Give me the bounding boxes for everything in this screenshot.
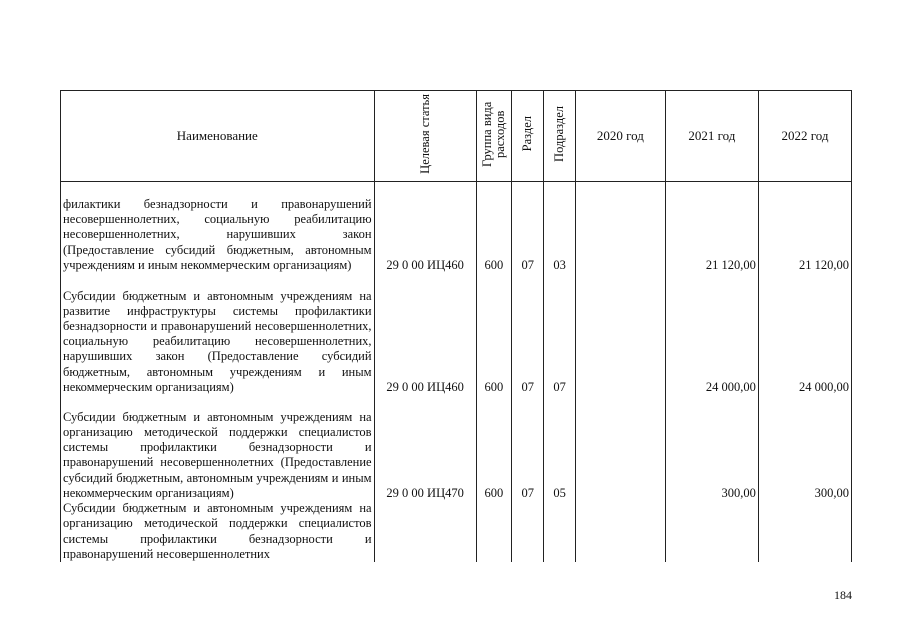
row-section: 07 xyxy=(512,273,544,395)
row-article: 29 0 00 ИЦ460 xyxy=(374,273,476,395)
row-amount-2020 xyxy=(575,273,665,395)
row-section: 07 xyxy=(512,182,544,274)
row-amount-2020 xyxy=(575,395,665,501)
header-subsection-label: Подраздел xyxy=(552,106,567,162)
row-article: 29 0 00 ИЦ460 xyxy=(374,182,476,274)
row-group: 600 xyxy=(476,273,511,395)
row-name: филактики безнадзорности и правонарушений несовершеннолетних, социальную реабилитацию несовершеннолетних, нарушивших закон (Предоставление субсидий бюджетным, автономным учреждениям и иным некоммерческим организациям) xyxy=(61,182,375,274)
page-number: 184 xyxy=(834,588,852,602)
row-section xyxy=(512,501,544,562)
table-row xyxy=(61,182,852,274)
row-amount-2021: 24 000,00 xyxy=(665,273,758,395)
row-group: 600 xyxy=(476,182,511,274)
header-year-2020: 2020 год xyxy=(575,91,665,182)
row-amount-2022: 24 000,00 xyxy=(758,273,851,395)
table-row xyxy=(61,273,852,395)
row-amount-2022 xyxy=(758,501,851,562)
table-header-row xyxy=(61,91,852,182)
table-row xyxy=(61,501,852,562)
row-subsection xyxy=(544,501,575,562)
row-amount-2021 xyxy=(665,501,758,562)
row-subsection: 03 xyxy=(544,182,575,274)
table-row xyxy=(61,395,852,501)
header-group xyxy=(476,91,511,182)
row-amount-2021: 300,00 xyxy=(665,395,758,501)
row-amount-2022: 21 120,00 xyxy=(758,182,851,274)
header-section xyxy=(512,91,544,182)
header-section-label: Раздел xyxy=(520,116,535,152)
row-amount-2022: 300,00 xyxy=(758,395,851,501)
row-name: Субсидии бюджетным и автономным учреждениям на организацию методической поддержки специалистов системы профилактики безнадзорности и правонарушений несовершеннолетних xyxy=(61,501,375,562)
row-subsection: 05 xyxy=(544,395,575,501)
row-name: Субсидии бюджетным и автономным учреждениям на развитие инфраструктуры системы профилактики безнадзорности и правонарушений несовершеннолетних, социальную реабилитацию несовершеннолетних, нарушивших закон (Предоставление субсидий бюджетным, автономным учреждениям и иным некоммерческим организациям) xyxy=(61,273,375,395)
budget-table xyxy=(60,90,852,562)
row-amount-2020 xyxy=(575,501,665,562)
header-article-label: Целевая статья xyxy=(417,94,432,174)
header-group-label: Группа вида расходов xyxy=(479,101,507,167)
row-group: 600 xyxy=(476,395,511,501)
header-year-2021: 2021 год xyxy=(665,91,758,182)
row-article: 29 0 00 ИЦ470 xyxy=(374,395,476,501)
row-group xyxy=(476,501,511,562)
row-subsection: 07 xyxy=(544,273,575,395)
header-subsection xyxy=(544,91,575,182)
row-amount-2021: 21 120,00 xyxy=(665,182,758,274)
header-name: Наименование xyxy=(61,91,375,182)
row-name: Субсидии бюджетным и автономным учреждениям на организацию методической поддержки специалистов системы профилактики безнадзорности и правонарушений несовершеннолетних (Предоставление субсидий бюджетным, автономным учреждениям и иным некоммерческим организациям) xyxy=(61,395,375,501)
header-year-2022: 2022 год xyxy=(758,91,851,182)
row-section: 07 xyxy=(512,395,544,501)
header-article xyxy=(374,91,476,182)
row-amount-2020 xyxy=(575,182,665,274)
row-article xyxy=(374,501,476,562)
